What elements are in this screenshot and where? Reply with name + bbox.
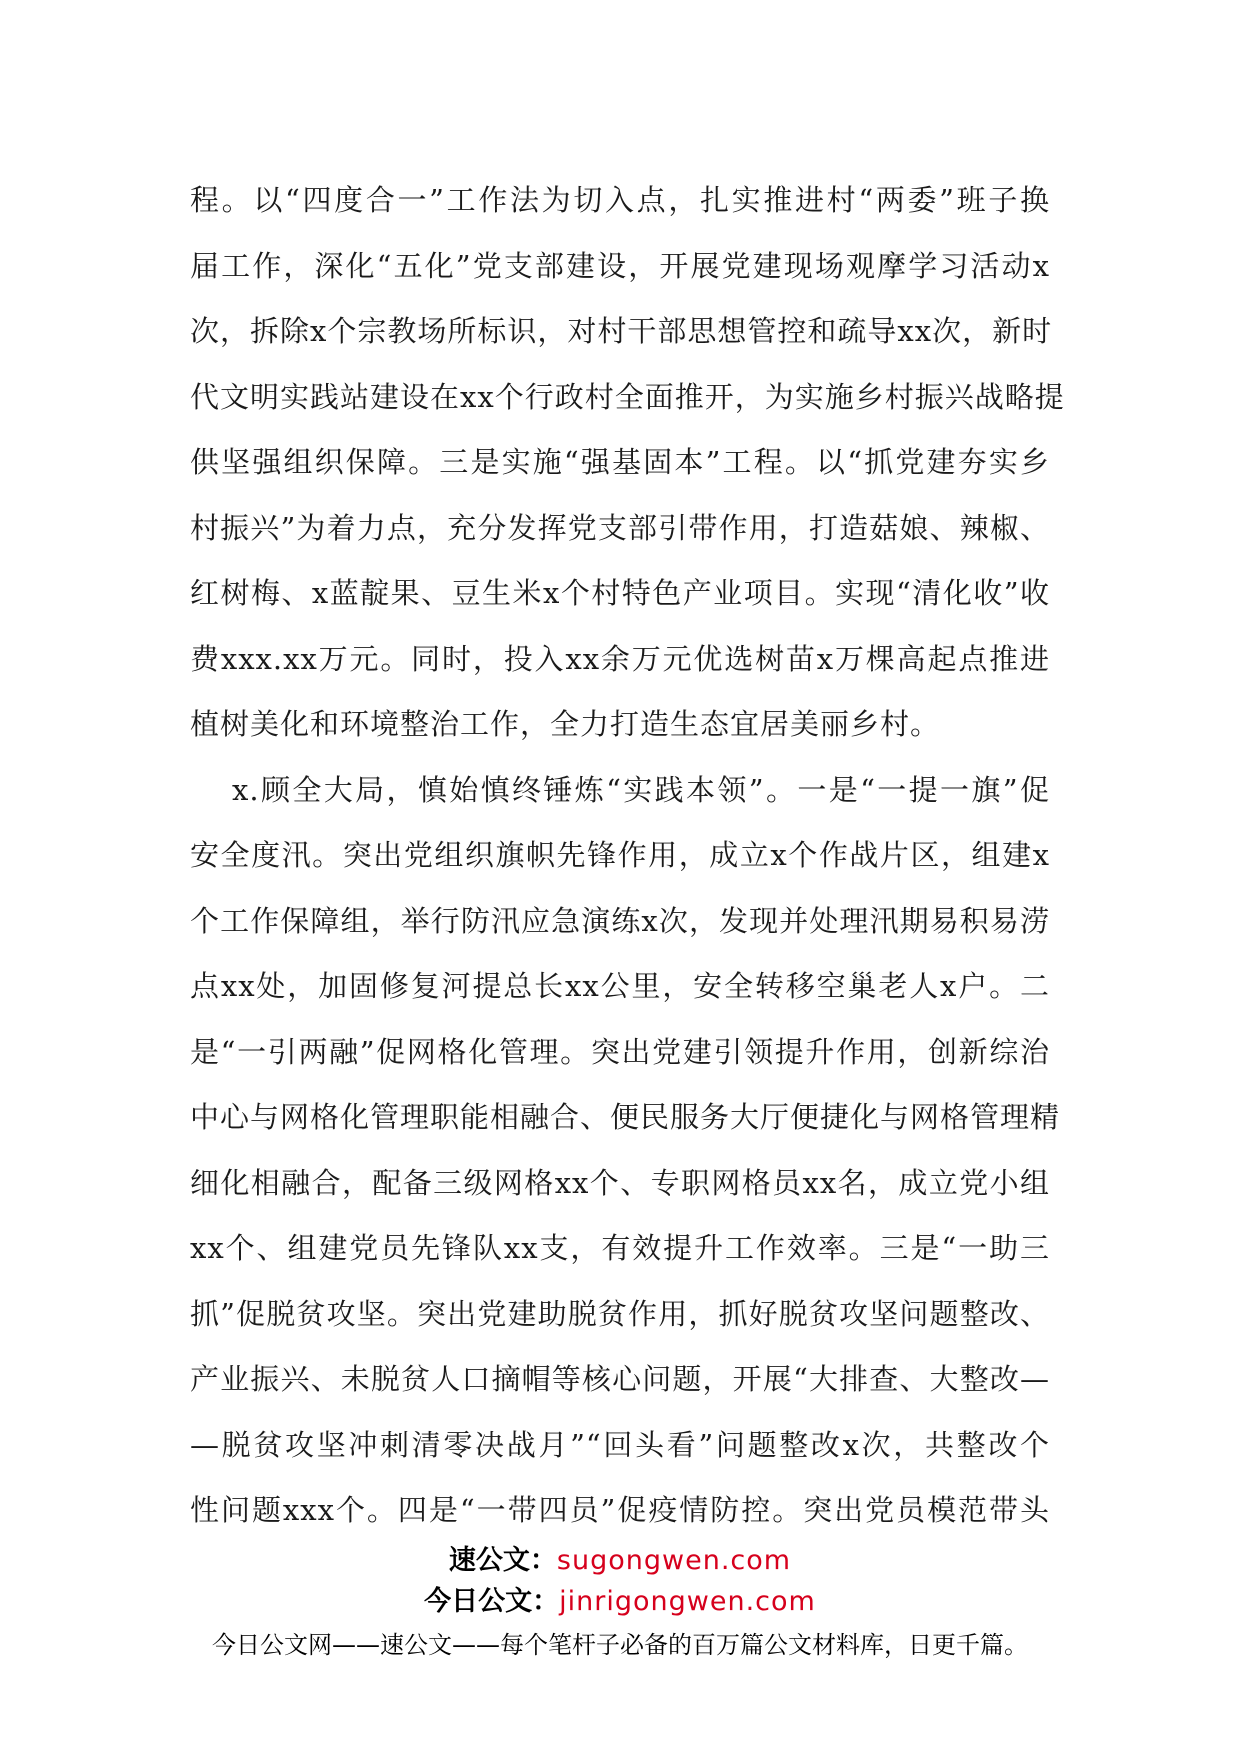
footer-label-sugongwen: 速公文：: [448, 1545, 557, 1576]
body-line: 点xx处，加固修复河提总长xx公里，安全转移空巢老人x户。二: [190, 969, 1050, 1003]
body-line: 细化相融合，配备三级网格xx个、专职网格员xx名，成立党小组: [190, 1165, 1050, 1200]
body-line: 产业振兴、未脱贫人口摘帽等核心问题，开展“大排查、大整改—: [190, 1362, 1050, 1396]
body-line: 中心与网格化管理职能相融合、便民服务大厅便捷化与网格管理精: [190, 1100, 1061, 1134]
body-line-paragraph-start: x.顾全大局，慎始慎终锤炼“实践本领”。一是“一提一旗”促: [232, 772, 1050, 807]
body-line: xx个、组建党员先锋队xx支，有效提升工作效率。三是“一助三: [190, 1231, 1050, 1265]
body-line: 村振兴”为着力点，充分发挥党支部引带作用，打造菇娘、辣椒、: [190, 510, 1050, 545]
body-line: 代文明实践站建设在xx个行政村全面推开，为实施乡村振兴战略提: [190, 379, 1065, 414]
body-line: 是“一引两融”促网格化管理。突出党建引领提升作用，创新综治: [190, 1034, 1050, 1069]
footer-link-jinrigongwen[interactable]: jinrigongwen.com: [559, 1586, 816, 1617]
body-line: 届工作，深化“五化”党支部建设，开展党建现场观摩学习活动x: [190, 248, 1050, 283]
body-line: 性问题xxx个。四是“一带四员”促疫情防控。突出党员模范带头: [190, 1493, 1050, 1527]
document-body: [190, 168, 1065, 1544]
footer-slogan: 今日公文网——速公文——每个笔杆子必备的百万篇公文材料库，日更千篇。: [212, 1631, 1028, 1659]
body-line: 红树梅、x蓝靛果、豆生米x个村特色产业项目。实现“清化收”收: [190, 576, 1050, 610]
body-line: 供坚强组织保障。三是实施“强基固本”工程。以“抓党建夯实乡: [190, 445, 1050, 479]
footer-link-sugongwen[interactable]: sugongwen.com: [556, 1545, 792, 1576]
body-line: 次，拆除x个宗教场所标识，对村干部思想管控和疏导xx次，新时: [190, 314, 1053, 348]
footer-sugongwen: [0, 1538, 1240, 1577]
body-line: 抓”促脱贫攻坚。突出党建助脱贫作用，抓好脱贫攻坚问题整改、: [190, 1296, 1050, 1331]
body-line: 费xxx.xx万元。同时，投入xx余万元优选树苗x万棵高起点推进: [190, 641, 1050, 676]
footer-jinrigongwen: [0, 1579, 1240, 1618]
footer-label-jinrigongwen: 今日公文：: [424, 1586, 560, 1617]
body-line: 安全度汛。突出党组织旗帜先锋作用，成立x个作战片区，组建x: [190, 838, 1050, 872]
body-line: 个工作保障组，举行防汛应急演练x次，发现并处理汛期易积易涝: [190, 903, 1050, 938]
body-line: 程。以“四度合一”工作法为切入点，扎实推进村“两委”班子换: [190, 183, 1050, 217]
body-line: —脱贫攻坚冲刺清零决战月”“回头看”问题整改x次，共整改个: [190, 1427, 1050, 1462]
body-line-paragraph-end: 植树美化和环境整治工作，全力打造生态宜居美丽乡村。: [190, 707, 941, 741]
